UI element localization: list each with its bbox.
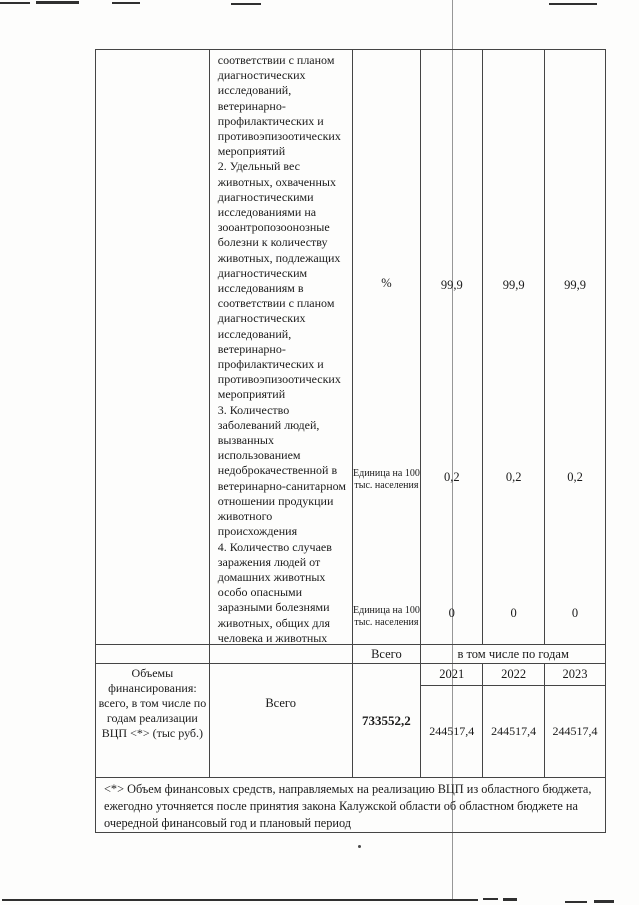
year-header-2021: 2021: [421, 664, 482, 686]
indicator-4-value-2021: 0: [448, 606, 455, 620]
financing-header-row: [96, 645, 605, 664]
year-header-2023: 2023: [545, 664, 605, 686]
scan-mark: [2, 899, 478, 901]
indicator-3-description: 3. Количество заболеваний людей, вызванных использованием недоброкачественной в ветеринарно-санитарном отношении продукции животного происхождения: [217, 402, 346, 539]
year-header-2022: 2022: [483, 664, 544, 686]
indicator-4-value-2023: 0: [571, 606, 579, 620]
scan-dot: [358, 845, 361, 848]
scan-mark: [503, 898, 517, 901]
indicator-3-value-2022: 0,2: [505, 470, 522, 484]
financing-value-2021: 244517,4: [429, 724, 475, 738]
indicator-4-unit: Единица на 100 тыс. населения: [353, 605, 420, 628]
scan-mark: [549, 3, 597, 5]
scan-mark: [483, 898, 498, 900]
financing-value-2023: 244517,4: [552, 724, 598, 738]
row-label-column-empty: [96, 50, 210, 644]
program-indicators-table: [95, 49, 606, 833]
indicator-2-value-2023: 99,9: [564, 278, 586, 292]
scan-mark: [0, 2, 30, 4]
scan-mark: [112, 2, 140, 4]
indicator-3-value-2021: 0,2: [443, 470, 460, 484]
financing-row-name: Всего: [210, 664, 353, 777]
indicator-3-value-2023: 0,2: [567, 470, 583, 484]
scan-mark: [565, 901, 587, 903]
indicator-3-unit: Единица на 100 тыс. населения: [353, 468, 420, 491]
financing-value-2022: 244517,4: [491, 724, 537, 738]
financing-header-empty-2: [210, 645, 353, 663]
financing-header-total: Всего: [353, 645, 422, 663]
financing-total-value: 733552,2: [353, 664, 422, 777]
scan-mark: [36, 1, 79, 4]
indicator-2-value-2021: 99,9: [440, 278, 463, 292]
indicator-2-unit: %: [381, 276, 392, 290]
financing-row-label: Объемы финансирования: всего, в том числе по годам реализации ВЦП <*> (тыс руб.): [96, 664, 210, 777]
indicator-1-description: соответствии с планом диагностических исследований, ветеринарно-профилактических и противоэпизоотических мероприятий: [217, 53, 341, 159]
financing-2023-cell: [545, 664, 605, 777]
scan-mark: [231, 3, 261, 5]
indicators-section: [96, 50, 605, 645]
scan-mark: [594, 900, 614, 903]
indicator-4-value-2022: 0: [510, 606, 517, 620]
financing-2021-cell: [421, 664, 483, 777]
value-column-2021: [421, 50, 483, 644]
financing-row: [96, 664, 605, 778]
financing-2022-cell: [483, 664, 545, 777]
indicator-description-column: [210, 50, 353, 644]
footnote-text: <*> Объем финансовых средств, направляемых на реализацию ВЦП из областного бюджета, ежегодно уточняется после принятия закона Калужской области об областном бюджете на очередной финансовый год и плановый период: [104, 782, 592, 831]
value-column-2022: [483, 50, 545, 644]
unit-column: [353, 50, 422, 644]
financing-header-by-years: в том числе по годам: [457, 646, 569, 661]
indicator-2-description: 2. Удельный вес животных, охваченных диагностическими исследованиями на зооантропозоонозные болезни к количеству животных, подлежащих диагностическим исследованиям в соответствии с планом диагностических исследований, ветеринарно-профилактических и противоэпизоотических мероприятий: [217, 159, 341, 402]
indicator-2-value-2022: 99,9: [502, 278, 525, 292]
value-column-2023: [545, 50, 605, 644]
footnote-row: [96, 778, 605, 832]
indicator-4-description: 4. Количество случаев заражения людей от домашних животных особо опасными заразными болезнями животных, общих для человека и животных: [217, 539, 332, 644]
financing-header-empty-1: [96, 645, 210, 663]
